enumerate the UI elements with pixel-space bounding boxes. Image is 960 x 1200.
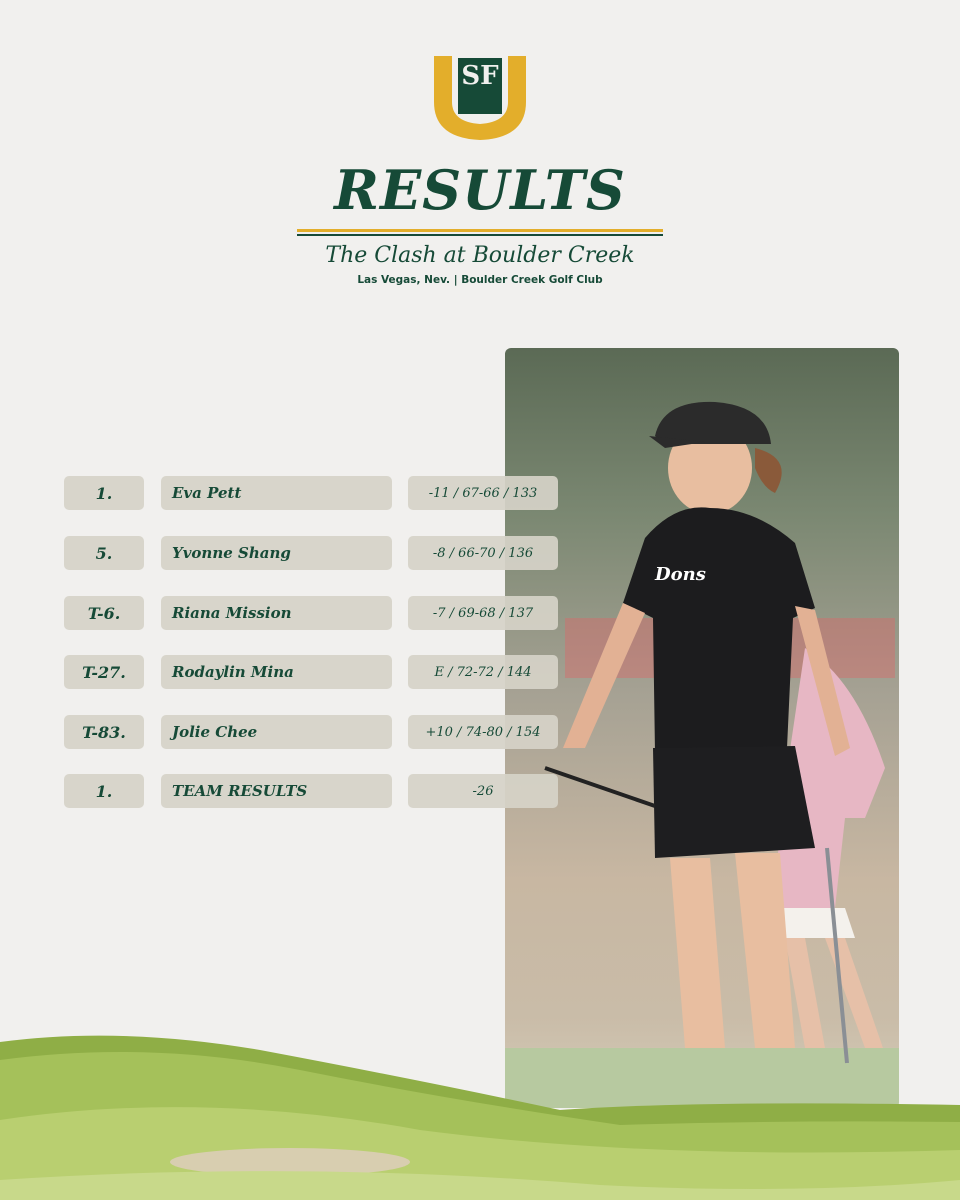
team-label-cell: TEAM RESULTS xyxy=(161,774,392,808)
score-cell: E / 72-72 / 144 xyxy=(408,655,558,689)
player-name-cell: Yvonne Shang xyxy=(161,536,392,570)
event-name: The Clash at Boulder Creek xyxy=(325,243,635,268)
player-name-cell: Jolie Chee xyxy=(161,715,392,749)
result-row xyxy=(0,715,960,751)
title-divider-green xyxy=(297,234,663,236)
page-title: RESULTS xyxy=(334,158,626,222)
usf-logo xyxy=(430,52,530,142)
golf-course-grass xyxy=(0,1030,960,1200)
result-row xyxy=(0,655,960,691)
place-cell: T-83. xyxy=(64,715,144,749)
result-row xyxy=(0,596,960,632)
score-cell: +10 / 74-80 / 154 xyxy=(408,715,558,749)
svg-text:Dons: Dons xyxy=(655,564,706,585)
player-name-cell: Riana Mission xyxy=(161,596,392,630)
result-row xyxy=(0,536,960,572)
place-cell: 1. xyxy=(64,774,144,808)
team-result-row xyxy=(0,774,960,810)
score-cell: -11 / 67-66 / 133 xyxy=(408,476,558,510)
player-name-cell: Eva Pett xyxy=(161,476,392,510)
place-cell: 1. xyxy=(64,476,144,510)
player-name-cell: Rodaylin Mina xyxy=(161,655,392,689)
score-cell: -7 / 69-68 / 137 xyxy=(408,596,558,630)
team-score-cell: -26 xyxy=(408,774,558,808)
title-divider-gold xyxy=(297,229,663,232)
event-venue: Las Vegas, Nev. | Boulder Creek Golf Club xyxy=(357,274,603,286)
place-cell: T-6. xyxy=(64,596,144,630)
result-row xyxy=(0,476,960,512)
place-cell: 5. xyxy=(64,536,144,570)
place-cell: T-27. xyxy=(64,655,144,689)
svg-text:SF: SF xyxy=(461,61,499,91)
score-cell: -8 / 66-70 / 136 xyxy=(408,536,558,570)
